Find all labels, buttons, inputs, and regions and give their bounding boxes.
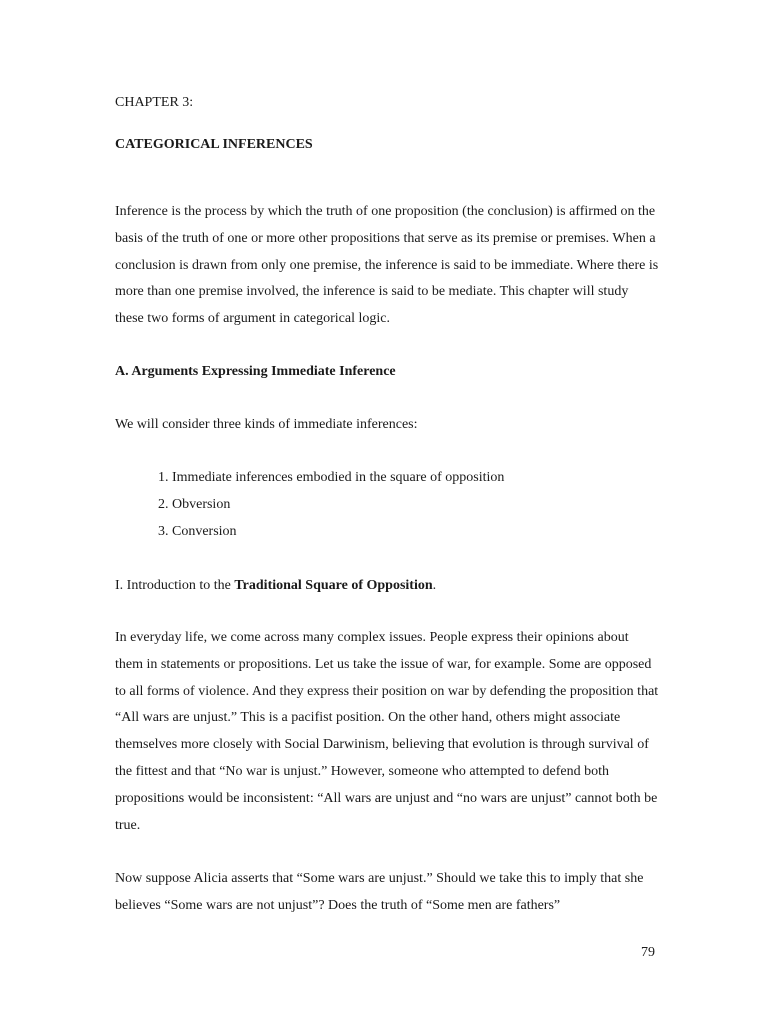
- page-number: 79: [641, 945, 655, 960]
- paragraph-war-example: In everyday life, we come across many complex issues. People express their opinions about them in statements or propositions. Let us take the issue of war, for example. Some are opposed to all forms of violence. And they express their position on war by defending the proposition that “All wars are unjust.” This is a pacifist position. On the other hand, others might associate themselves more closely with Social Darwinism, believing that evolution is through survival of the fittest and that “No war is unjust.” However, someone who attempted to defend both propositions would be inconsistent: “All wars are unjust and “no wars are unjust” cannot both be true.: [115, 630, 659, 833]
- chapter-label: CHAPTER 3:: [115, 95, 194, 110]
- section-i-suffix: .: [432, 578, 437, 593]
- list-item: 1. Immediate inferences embodied in the square of opposition: [158, 470, 505, 485]
- list-item: 3. Conversion: [158, 523, 237, 539]
- paragraph-alicia: Now suppose Alicia asserts that “Some wars are unjust.” Should we take this to imply that she believes “Some wars are not unjust”? Does the truth of “Some men are fathers”: [115, 871, 644, 913]
- section-i-heading: [115, 577, 660, 595]
- inference-list: [158, 465, 504, 545]
- chapter-title: CATEGORICAL INFERENCES: [115, 137, 313, 152]
- section-i-bold-term: Traditional Square of Opposition: [234, 578, 433, 593]
- section-i-prefix: I. Introduction to the: [115, 578, 235, 593]
- section-a-intro: We will consider three kinds of immediate inferences:: [115, 417, 418, 432]
- list-item: 2. Obversion: [158, 496, 231, 512]
- paragraph-intro: Inference is the process by which the truth of one proposition (the conclusion) is affirmed on the basis of the truth of one or more other propositions that serve as its premise or premises. When a conclusion is drawn from only one premise, the inference is said to be immediate. Where there is more than one premise involved, the inference is said to be mediate. This chapter will study these two forms of argument in categorical logic.: [115, 204, 659, 327]
- section-a-heading: A. Arguments Expressing Immediate Inference: [115, 364, 396, 379]
